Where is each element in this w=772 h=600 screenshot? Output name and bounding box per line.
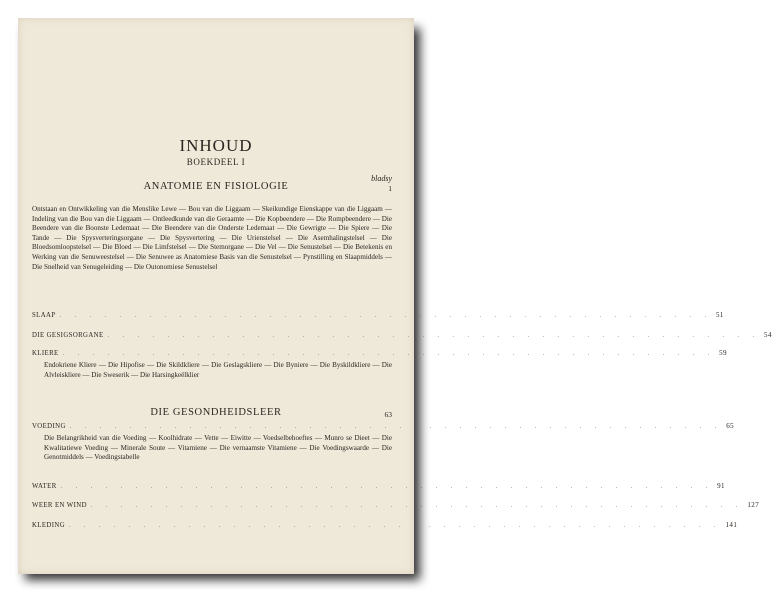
book-page — [18, 18, 772, 574]
page-title: INHOUD — [179, 136, 253, 155]
dot-leader: . . . . . . . . . . . . . . . . . . . . . . . . . . . . . . . . . . . . . . . . . . . . — [69, 424, 723, 430]
section-title-anatomie: ANATOMIE EN FISIOLOGIE — [143, 181, 289, 192]
toc-entry-voeding[interactable] — [32, 422, 735, 432]
toc-entry-label: WATER — [32, 483, 57, 490]
toc-entry-page: 54 — [764, 331, 772, 339]
toc-entry-page: 141 — [725, 521, 738, 529]
toc-entry-water[interactable] — [32, 482, 725, 492]
section-title-gesondheidsleer: DIE GESONDHEIDSLEER — [150, 407, 282, 418]
toc-entry-label: SLAAP — [32, 312, 56, 319]
toc-entry-slaap[interactable] — [32, 311, 724, 321]
section-description-anatomie: Ontstaan en Ontwikkeling van die Menslike Lewe — Bou van die Liggaam — Skeikundige Eienskappe van die Liggaam — Indeling van die Bou van die Liggaam — Ontleedkunde van die Geraamte — Die Kopbeendere — Die Rompbeendere — Die Beendere van die Boonste Ledemaat — Die Beendere van die Onderste Ledemaat — Die Gewrigte — Die Spiere — Die Tande — Die Spysverteringsorgane — Die Spysvertering — Die Urienstelsel — Die Asemhalingstelsel — Die Bloedsomloopstelsel — Die Bloed — Die Limfstelsel — Die Stemorgane — Die Vel — Die Senustelsel — Die Betekenis en Werking van die Senuweestelsel — Die Senuwee as Anatomiese Basis van die Senustelsel — Pynstilling en Slaapmiddels — Die Snelheid van Senugeleiding — Die Outonomiese Senustelsel — [32, 205, 392, 271]
dot-leader: . . . . . . . . . . . . . . . . . . . . . . . . . . . . . . . . . . . . . . . . . . . . — [59, 313, 713, 319]
toc-entry-label: KLIERE — [32, 350, 59, 357]
toc-entry-page: 59 — [719, 349, 727, 357]
dot-leader: . . . . . . . . . . . . . . . . . . . . . . . . . . . . . . . . . . . . . . . . . . . . — [107, 333, 761, 339]
dot-leader: . . . . . . . . . . . . . . . . . . . . . . . . . . . . . . . . . . . . . . . . . . . . — [62, 351, 716, 357]
section-page-anatomie: 1 — [388, 184, 392, 193]
entry-description-kliere: Endokriene Kliere — Die Hipofise — Die Skildkliere — Die Geslagskliere — Die Byniere — Die Byskildkliere — Die Alvleiskliere — Die Sweserik — Die Harsingkeëlklier — [44, 361, 392, 379]
toc-entry-gesigsorgane[interactable] — [32, 331, 772, 341]
toc-entry-label: KLEDING — [32, 522, 66, 529]
toc-entry-page: 65 — [726, 422, 735, 430]
dot-leader: . . . . . . . . . . . . . . . . . . . . . . . . . . . . . . . . . . . . . . . . . . . . — [90, 503, 744, 509]
toc-entry-page: 51 — [716, 311, 724, 319]
toc-entry-page: 91 — [717, 482, 725, 490]
section-page-gesondheidsleer: 63 — [384, 410, 392, 419]
toc-entry-label: DIE GESIGSORGANE — [32, 332, 104, 339]
toc-entry-page: 127 — [747, 501, 760, 509]
toc-entry-label: VOEDING — [32, 423, 66, 430]
dot-leader: . . . . . . . . . . . . . . . . . . . . . . . . . . . . . . . . . . . . . . . . . . . . — [60, 484, 714, 490]
dot-leader: . . . . . . . . . . . . . . . . . . . . . . . . . . . . . . . . . . . . . . . . . . . . — [69, 523, 722, 529]
toc-entry-weer-en-wind[interactable] — [32, 501, 760, 511]
toc-entry-kleding[interactable] — [32, 521, 738, 531]
page-subtitle: BOEKDEEL I — [186, 157, 246, 167]
toc-entry-kliere[interactable] — [32, 349, 727, 359]
toc-entry-label: WEER EN WIND — [32, 502, 87, 509]
page-column-header: bladsy — [371, 174, 392, 183]
entry-description-voeding: Die Belangrikheid van die Voeding — Koolhidrate — Vette — Eiwitte — Voedselbehoeftes — Munro se Dieet — Die Kwalitatiewe Voeding — Minerale Soute — Vitamiene — Die vernaamste Vitamiene — Die Voedingswaarde — Die Genotmiddels — Voedingstabelle — [44, 434, 392, 462]
